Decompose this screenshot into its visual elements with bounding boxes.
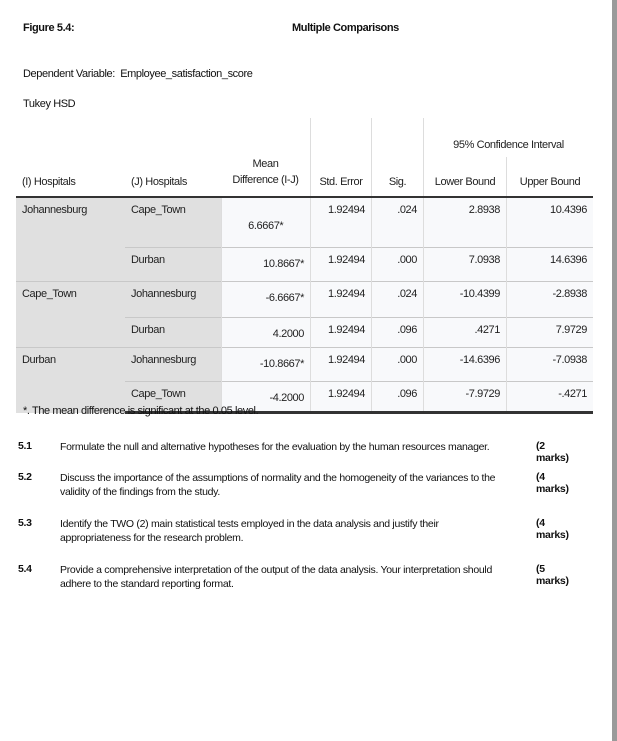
dv-value: Employee_satisfaction_score (120, 68, 253, 80)
cell-lb: .4271 (424, 318, 507, 348)
cell-md: 6.6667* (221, 197, 311, 248)
method: Tukey HSD (23, 98, 76, 110)
question-text: Discuss the importance of the assumptions of normality and the homogeneity of the variances to the validity of the findings from the study. (60, 472, 496, 498)
footnote: *. The mean difference is significant at the 0.05 level. (23, 405, 259, 417)
question-marks: (4 marks) (536, 517, 569, 541)
cell-se: 1.92494 (311, 318, 372, 348)
dv-label: Dependent Variable: (23, 68, 115, 80)
cell-ub: 14.6396 (507, 248, 594, 282)
cell-sig: .096 (372, 318, 424, 348)
question-number: 5.2 (18, 471, 32, 483)
cell-ub: 10.4396 (507, 197, 594, 248)
question-text: Formulate the null and alternative hypotheses for the evaluation by the human resources manager. (60, 441, 490, 453)
question-marks: (2 marks) (536, 440, 569, 464)
multiple-comparisons-table (16, 118, 593, 414)
cell-se: 1.92494 (311, 197, 372, 248)
cell-md: -10.8667* (221, 348, 311, 382)
cell-lb: 2.8938 (424, 197, 507, 248)
col-lower: Lower Bound (424, 157, 507, 197)
cell-md: -4.2000 (221, 382, 311, 413)
row-i-hospital: Johannesburg (16, 197, 125, 282)
cell-lb: -10.4399 (424, 282, 507, 318)
cell-md: 10.8667* (221, 248, 311, 282)
row-i-hospital: Cape_Town (16, 282, 125, 348)
cell-sig: .024 (372, 197, 424, 248)
col-mean-diff (221, 157, 311, 197)
cell-md: -6.6667* (221, 282, 311, 318)
table-row (16, 348, 593, 382)
cell-ub: -.4271 (507, 382, 594, 413)
question-number: 5.1 (18, 440, 32, 452)
row-j-hospital: Durban (125, 248, 221, 282)
row-j-hospital: Johannesburg (125, 282, 221, 318)
col-mean-line1: Mean (252, 158, 279, 170)
row-j-hospital: Johannesburg (125, 348, 221, 382)
cell-sig: .000 (372, 348, 424, 382)
cell-sig: .096 (372, 382, 424, 413)
cell-ub: -2.8938 (507, 282, 594, 318)
table-title: Multiple Comparisons (292, 22, 399, 34)
cell-se: 1.92494 (311, 248, 372, 282)
row-j-hospital: Cape_Town (125, 382, 221, 413)
cell-ub: -7.0938 (507, 348, 594, 382)
row-i-hospital: Durban (16, 348, 125, 413)
col-std-error: Std. Error (311, 157, 372, 197)
cell-se: 1.92494 (311, 382, 372, 413)
ci-header: 95% Confidence Interval (424, 118, 594, 157)
cell-sig: .024 (372, 282, 424, 318)
row-j-hospital: Cape_Town (125, 197, 221, 248)
cell-ub: 7.9729 (507, 318, 594, 348)
row-j-hospital: Durban (125, 318, 221, 348)
col-upper: Upper Bound (507, 157, 594, 197)
cell-sig: .000 (372, 248, 424, 282)
question-number: 5.3 (18, 517, 32, 529)
cell-lb: -14.6396 (424, 348, 507, 382)
table-row (16, 282, 593, 318)
cell-se: 1.92494 (311, 348, 372, 382)
dependent-variable (23, 68, 252, 80)
scrollbar[interactable] (612, 0, 617, 741)
question-text: Identify the TWO (2) main statistical tests employed in the data analysis and justify their appropriateness for the research problem. (60, 518, 439, 544)
col-mean-line2: Difference (I-J) (232, 174, 299, 186)
cell-md: 4.2000 (221, 318, 311, 348)
cell-se: 1.92494 (311, 282, 372, 318)
col-i: (I) Hospitals (16, 157, 125, 197)
question-marks: (4 marks) (536, 471, 569, 495)
figure-label: Figure 5.4: (23, 22, 75, 34)
cell-lb: -7.9729 (424, 382, 507, 413)
table-row (16, 197, 593, 248)
col-j: (J) Hospitals (125, 157, 221, 197)
cell-lb: 7.0938 (424, 248, 507, 282)
question-number: 5.4 (18, 563, 32, 575)
col-sig: Sig. (372, 157, 424, 197)
question-marks: (5 marks) (536, 563, 569, 587)
question-text: Provide a comprehensive interpretation of the output of the data analysis. Your interpretation should adhere to the standard reporting format. (60, 564, 492, 590)
